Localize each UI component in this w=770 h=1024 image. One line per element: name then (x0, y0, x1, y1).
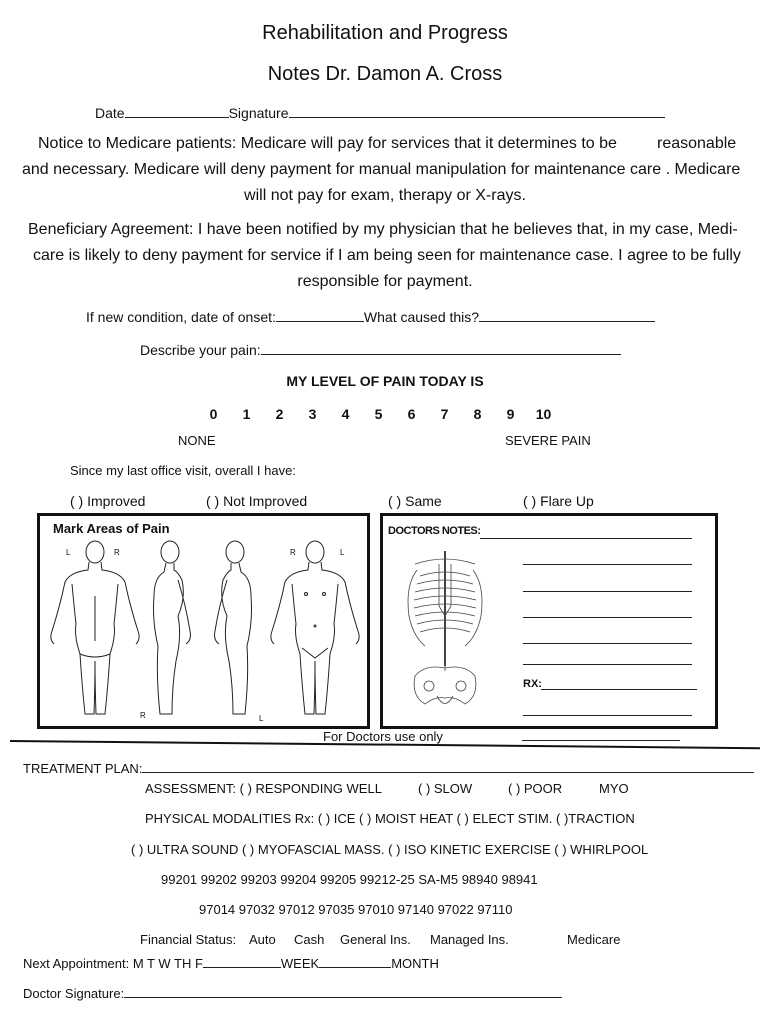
appointment-week-field[interactable] (319, 955, 391, 968)
pain-level-6[interactable]: 6 (407, 406, 416, 422)
describe-field[interactable] (261, 340, 621, 355)
body-diagram-icon (40, 536, 367, 726)
financial-managed-ins[interactable]: Managed Ins. (430, 932, 509, 947)
mark-right-3: R (140, 711, 146, 720)
modalities-row-1[interactable]: PHYSICAL MODALITIES Rx: ( ) ICE ( ) MOIST HEAT ( ) ELECT STIM. ( )TRACTION (145, 811, 635, 826)
treatment-plan-label: TREATMENT PLAN: (23, 761, 143, 776)
appointment-day-field[interactable] (203, 955, 281, 968)
option-improved[interactable]: ( ) Improved (70, 493, 146, 509)
next-appointment-row (23, 955, 439, 971)
agreement-line-2: care is likely to deny payment for service if I am being seen for maintenance case. I agree to be fully (33, 247, 741, 264)
date-field[interactable] (125, 103, 229, 118)
assessment-poor[interactable]: ( ) POOR (508, 781, 563, 796)
treatment-plan-field[interactable] (142, 760, 754, 773)
financial-label: Financial Status: (140, 932, 237, 947)
mark-right-1: R (114, 548, 120, 557)
notes-line-6[interactable] (523, 664, 692, 665)
rx-label: RX: (523, 678, 542, 690)
pain-map-title: Mark Areas of Pain (53, 521, 170, 536)
pain-scale-heading: MY LEVEL OF PAIN TODAY IS (286, 373, 484, 389)
doctors-notes-label: DOCTORS NOTES: (388, 525, 481, 537)
pain-level-3[interactable]: 3 (308, 406, 317, 422)
option-not-improved[interactable]: ( ) Not Improved (206, 493, 308, 509)
onset-label: If new condition, date of onset: (86, 309, 276, 325)
pain-level-4[interactable]: 4 (341, 406, 350, 422)
assessment-slow[interactable]: ( ) SLOW (418, 781, 473, 796)
notes-line-4[interactable] (523, 617, 692, 618)
cause-field[interactable] (479, 307, 655, 322)
pain-map-box[interactable] (37, 513, 370, 729)
progress-question: Since my last office visit, overall I have: (70, 463, 296, 478)
agreement-line-1: Beneficiary Agreement: I have been notified by my physician that he believes that, in my case, Medi- (28, 221, 738, 238)
onset-field[interactable] (276, 307, 364, 322)
signature-field[interactable] (289, 103, 665, 118)
doctor-signature-field[interactable] (124, 985, 562, 998)
pain-level-7[interactable]: 7 (440, 406, 449, 422)
notes-line-5[interactable] (523, 643, 692, 644)
pain-scale-numbers (197, 406, 560, 422)
doctor-signature-row (23, 985, 562, 1001)
pain-high-label: SEVERE PAIN (505, 433, 591, 448)
doctors-use-only: For Doctors use only (323, 729, 443, 744)
front-view-figure (271, 541, 359, 714)
date-signature-row (95, 103, 665, 121)
notes-line-3[interactable] (523, 591, 692, 592)
side-view-figure-2 (215, 541, 252, 714)
notice-line-1: Notice to Medicare patients: Medicare will pay for services that it determines to be (38, 135, 617, 152)
codes-row-1[interactable]: 99201 99202 99203 99204 99205 99212-25 SA-M5 98940 98941 (161, 872, 538, 887)
appointment-month: MONTH (391, 956, 439, 971)
mark-left-3: L (259, 714, 264, 723)
title-line-2: Notes Dr. Damon A. Cross (267, 63, 503, 85)
side-view-figure-1 (154, 541, 191, 714)
pain-low-label: NONE (178, 433, 216, 448)
title-line-1: Rehabilitation and Progress (262, 22, 508, 44)
mark-left-2: L (340, 548, 345, 557)
pain-level-0[interactable]: 0 (209, 406, 218, 422)
pain-level-8[interactable]: 8 (473, 406, 482, 422)
assessment-myo[interactable]: MYO (599, 781, 629, 796)
notes-line-7[interactable] (523, 715, 692, 716)
cause-label: What caused this? (363, 309, 480, 325)
notice-line-3: will not pay for exam, therapy or X-rays. (244, 187, 526, 204)
option-flare-up[interactable]: ( ) Flare Up (523, 493, 594, 509)
financial-medicare[interactable]: Medicare (567, 932, 621, 947)
doctors-notes-box[interactable] (380, 513, 718, 729)
mark-right-2: R (290, 548, 296, 557)
pain-level-1[interactable]: 1 (242, 406, 251, 422)
option-same[interactable]: ( ) Same (388, 493, 442, 509)
signature-label: Signature (228, 105, 289, 121)
assessment-row[interactable]: ASSESSMENT: ( ) RESPONDING WELL (145, 781, 382, 796)
doctor-signature-label: Doctor Signature: (23, 986, 125, 1001)
financial-auto[interactable]: Auto (249, 932, 276, 947)
pain-level-5[interactable]: 5 (374, 406, 383, 422)
financial-cash[interactable]: Cash (294, 932, 325, 947)
onset-row (86, 307, 655, 325)
codes-row-2[interactable]: 97014 97032 97012 97035 97010 97140 97022 97110 (199, 902, 513, 917)
skeleton-torso-icon (395, 546, 495, 716)
pain-level-9[interactable]: 9 (506, 406, 515, 422)
describe-label: Describe your pain: (140, 342, 261, 358)
date-label: Date (95, 105, 125, 121)
mark-left-1: L (66, 548, 71, 557)
back-view-figure (51, 541, 139, 714)
financial-general-ins[interactable]: General Ins. (340, 932, 411, 947)
notice-line-1-end: reasonable (657, 135, 737, 152)
modalities-row-2[interactable]: ( ) ULTRA SOUND ( ) MYOFASCIAL MASS. ( ) ISO KINETIC EXERCISE ( ) WHIRLPOOL (131, 842, 649, 857)
doctors-line-extra[interactable] (522, 740, 680, 741)
next-appointment-label: Next Appointment: M T W TH F (23, 956, 203, 971)
notes-line-1[interactable] (480, 538, 692, 539)
pain-level-10[interactable]: 10 (535, 406, 552, 422)
pain-level-2[interactable]: 2 (275, 406, 284, 422)
rx-line[interactable] (541, 689, 697, 690)
agreement-line-3: responsible for payment. (297, 273, 473, 290)
describe-row (140, 340, 621, 358)
notice-line-2: and necessary. Medicare will deny payment for manual manipulation for maintenance care . Medicare (22, 161, 741, 178)
treatment-plan-row (23, 760, 754, 776)
notes-line-2[interactable] (523, 564, 692, 565)
appointment-week: WEEK (280, 956, 320, 971)
